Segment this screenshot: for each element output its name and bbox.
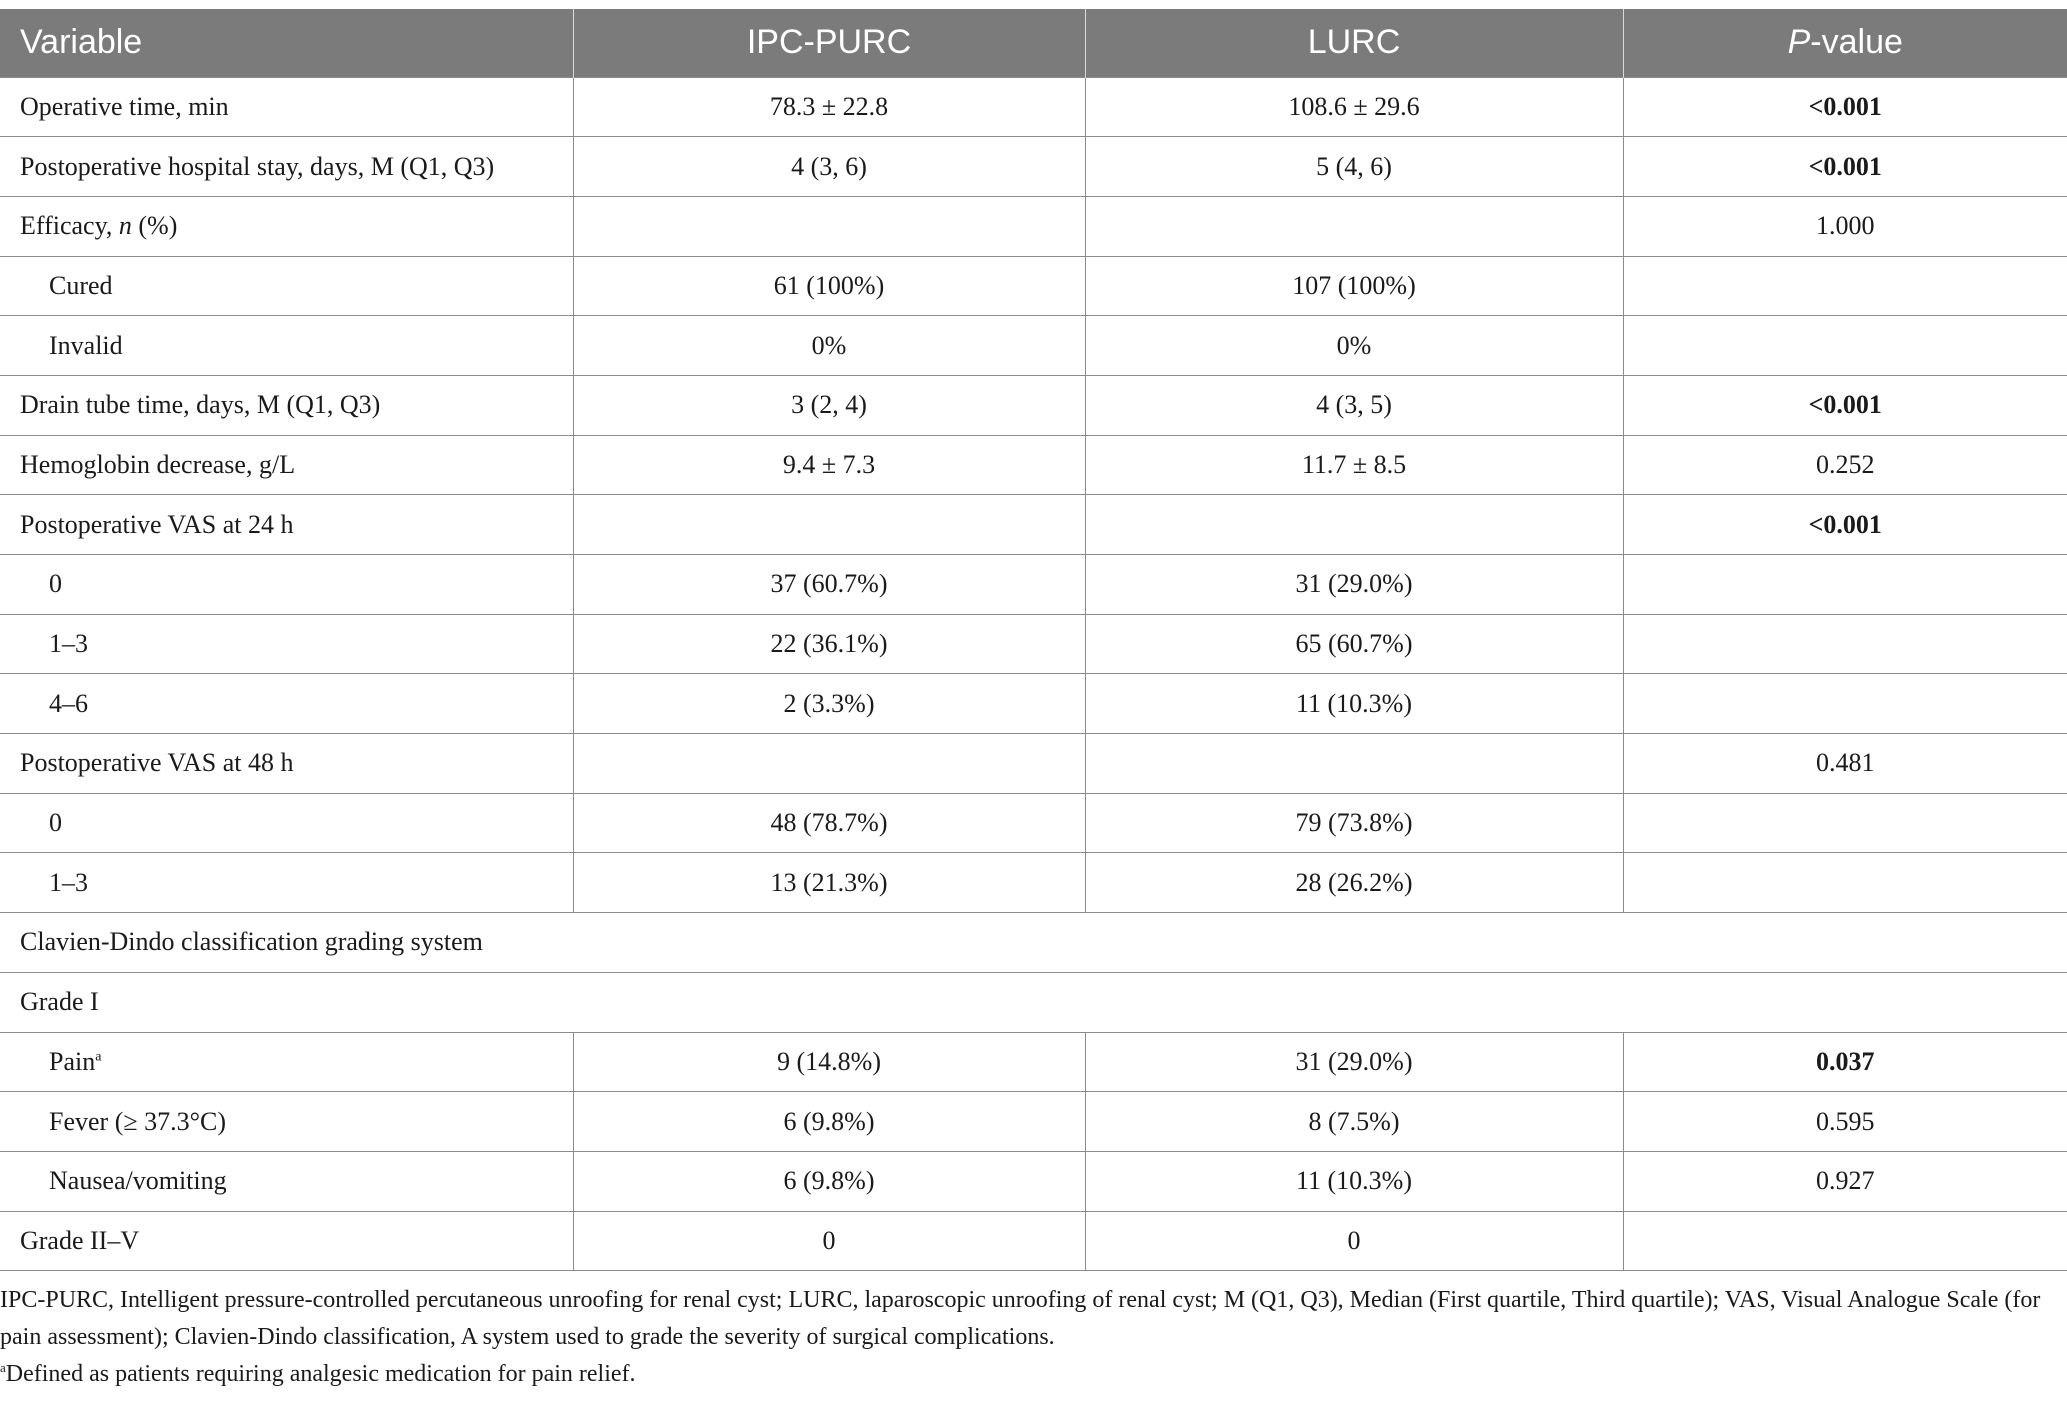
- row-label: 4–6: [0, 674, 573, 734]
- table-row: [0, 196, 2067, 256]
- ipc-purc-value: 9.4 ± 7.3: [573, 435, 1085, 495]
- lurc-value: 108.6 ± 29.6: [1085, 77, 1623, 137]
- lurc-value: 65 (60.7%): [1085, 614, 1623, 674]
- p-value: 0.481: [1623, 734, 2067, 794]
- row-label: 1–3: [0, 853, 573, 913]
- p-value: <0.001: [1623, 495, 2067, 555]
- row-label: Fever (≥ 37.3°C): [0, 1092, 573, 1152]
- ipc-purc-value: 3 (2, 4): [573, 375, 1085, 435]
- footnote-marker: a: [0, 1360, 6, 1375]
- row-label: Postoperative VAS at 24 h: [0, 495, 573, 555]
- lurc-value: [1085, 495, 1623, 555]
- lurc-value: [1085, 734, 1623, 794]
- lurc-value: [1085, 196, 1623, 256]
- header-variable: Variable: [20, 23, 143, 62]
- ipc-purc-value: 4 (3, 6): [573, 137, 1085, 197]
- row-label-post: (%): [131, 211, 178, 241]
- p-value: 0.037: [1623, 1032, 2067, 1092]
- p-value: [1623, 316, 2067, 376]
- row-label: [0, 196, 573, 256]
- table-row: [0, 375, 2067, 435]
- row-label: [0, 1032, 573, 1092]
- p-value: [1623, 674, 2067, 734]
- lurc-value: 8 (7.5%): [1085, 1092, 1623, 1152]
- table-body: [0, 77, 2067, 1271]
- lurc-value: 11 (10.3%): [1085, 1151, 1623, 1211]
- lurc-value: 11 (10.3%): [1085, 674, 1623, 734]
- lurc-value: 0: [1085, 1211, 1623, 1271]
- ipc-purc-value: 22 (36.1%): [573, 614, 1085, 674]
- lurc-value: 31 (29.0%): [1085, 1032, 1623, 1092]
- row-label-text: Pain: [49, 1046, 96, 1076]
- row-label: Operative time, min: [0, 77, 573, 137]
- lurc-value: 107 (100%): [1085, 256, 1623, 316]
- row-label: Drain tube time, days, M (Q1, Q3): [0, 375, 573, 435]
- table-footnotes: [0, 1282, 2063, 1393]
- ipc-purc-value: 13 (21.3%): [573, 853, 1085, 913]
- header-p-rest: -value: [1810, 23, 1903, 62]
- row-label: Grade II–V: [0, 1211, 573, 1271]
- table-row: [0, 555, 2067, 615]
- lurc-value: 5 (4, 6): [1085, 137, 1623, 197]
- table-row: [0, 734, 2067, 794]
- table-row: [0, 316, 2067, 376]
- ipc-purc-value: [573, 495, 1085, 555]
- table-row: [0, 1151, 2067, 1211]
- header-row: [0, 9, 2067, 77]
- row-label: Postoperative hospital stay, days, M (Q1, Q3): [0, 137, 573, 197]
- header-ipc-purc: IPC-PURC: [573, 9, 1085, 77]
- row-label: Hemoglobin decrease, g/L: [0, 435, 573, 495]
- row-label: Invalid: [0, 316, 573, 376]
- ipc-purc-value: 6 (9.8%): [573, 1092, 1085, 1152]
- table-row: [0, 1211, 2067, 1271]
- table-header: [0, 9, 2067, 77]
- ipc-purc-value: [573, 196, 1085, 256]
- pain-footnote-text: Defined as patients requiring analgesic medication for pain relief.: [5, 1361, 636, 1387]
- ipc-purc-value: 0: [573, 1211, 1085, 1271]
- section-label: Clavien-Dindo classification grading system: [0, 913, 2067, 973]
- lurc-value: 0%: [1085, 316, 1623, 376]
- results-table: [0, 9, 2067, 1271]
- p-value: [1623, 1211, 2067, 1271]
- ipc-purc-value: [573, 734, 1085, 794]
- row-label-pre: Efficacy,: [20, 211, 119, 241]
- p-value: [1623, 853, 2067, 913]
- header-p-value: [1623, 9, 2067, 77]
- results-table-container: [0, 9, 2067, 1271]
- table-row: [0, 1032, 2067, 1092]
- lurc-value: 31 (29.0%): [1085, 555, 1623, 615]
- header-lurc: LURC: [1085, 9, 1623, 77]
- table-row: [0, 793, 2067, 853]
- ipc-purc-value: 6 (9.8%): [573, 1151, 1085, 1211]
- row-label: 0: [0, 555, 573, 615]
- table-row: [0, 853, 2067, 913]
- p-value: 1.000: [1623, 196, 2067, 256]
- pain-footnote: [0, 1356, 2063, 1393]
- row-label: 0: [0, 793, 573, 853]
- p-value: <0.001: [1623, 137, 2067, 197]
- lurc-value: 79 (73.8%): [1085, 793, 1623, 853]
- row-label-italic: n: [118, 211, 132, 241]
- table-row: [0, 256, 2067, 316]
- ipc-purc-value: 48 (78.7%): [573, 793, 1085, 853]
- row-label: 1–3: [0, 614, 573, 674]
- p-value: <0.001: [1623, 77, 2067, 137]
- p-value: [1623, 614, 2067, 674]
- p-value: [1623, 555, 2067, 615]
- table-row: [0, 435, 2067, 495]
- ipc-purc-value: 9 (14.8%): [573, 1032, 1085, 1092]
- lurc-value: 28 (26.2%): [1085, 853, 1623, 913]
- p-value: 0.595: [1623, 1092, 2067, 1152]
- section-label: Grade I: [0, 972, 2067, 1032]
- table-row: [0, 77, 2067, 137]
- ipc-purc-value: 78.3 ± 22.8: [573, 77, 1085, 137]
- p-value: 0.252: [1623, 435, 2067, 495]
- p-value: <0.001: [1623, 375, 2067, 435]
- lurc-value: 11.7 ± 8.5: [1085, 435, 1623, 495]
- header-p-italic: P: [1787, 23, 1811, 62]
- table-row: [0, 614, 2067, 674]
- table-row: [0, 137, 2067, 197]
- table-row: [0, 495, 2067, 555]
- abbreviations-footnote: IPC-PURC, Intelligent pressure-controlled percutaneous unroofing for renal cyst; LURC, laparoscopic unroofing of renal cyst; M (Q1, Q3), Median (First quartile, Third quartile); VAS, Visual Analogue Scale (for pain assessment); Clavien-Dindo classification, A system used to grade the severity of surgical complications.: [0, 1287, 2041, 1350]
- table-row-section: [0, 972, 2067, 1032]
- footnote-marker: a: [95, 1049, 102, 1065]
- ipc-purc-value: 61 (100%): [573, 256, 1085, 316]
- ipc-purc-value: 2 (3.3%): [573, 674, 1085, 734]
- p-value: 0.927: [1623, 1151, 2067, 1211]
- ipc-purc-value: 37 (60.7%): [573, 555, 1085, 615]
- row-label: Cured: [0, 256, 573, 316]
- p-value: [1623, 256, 2067, 316]
- p-value: [1623, 793, 2067, 853]
- lurc-value: 4 (3, 5): [1085, 375, 1623, 435]
- table-row-section: [0, 913, 2067, 973]
- ipc-purc-value: 0%: [573, 316, 1085, 376]
- row-label: Nausea/vomiting: [0, 1151, 573, 1211]
- table-row: [0, 1092, 2067, 1152]
- row-label: Postoperative VAS at 48 h: [0, 734, 573, 794]
- table-row: [0, 674, 2067, 734]
